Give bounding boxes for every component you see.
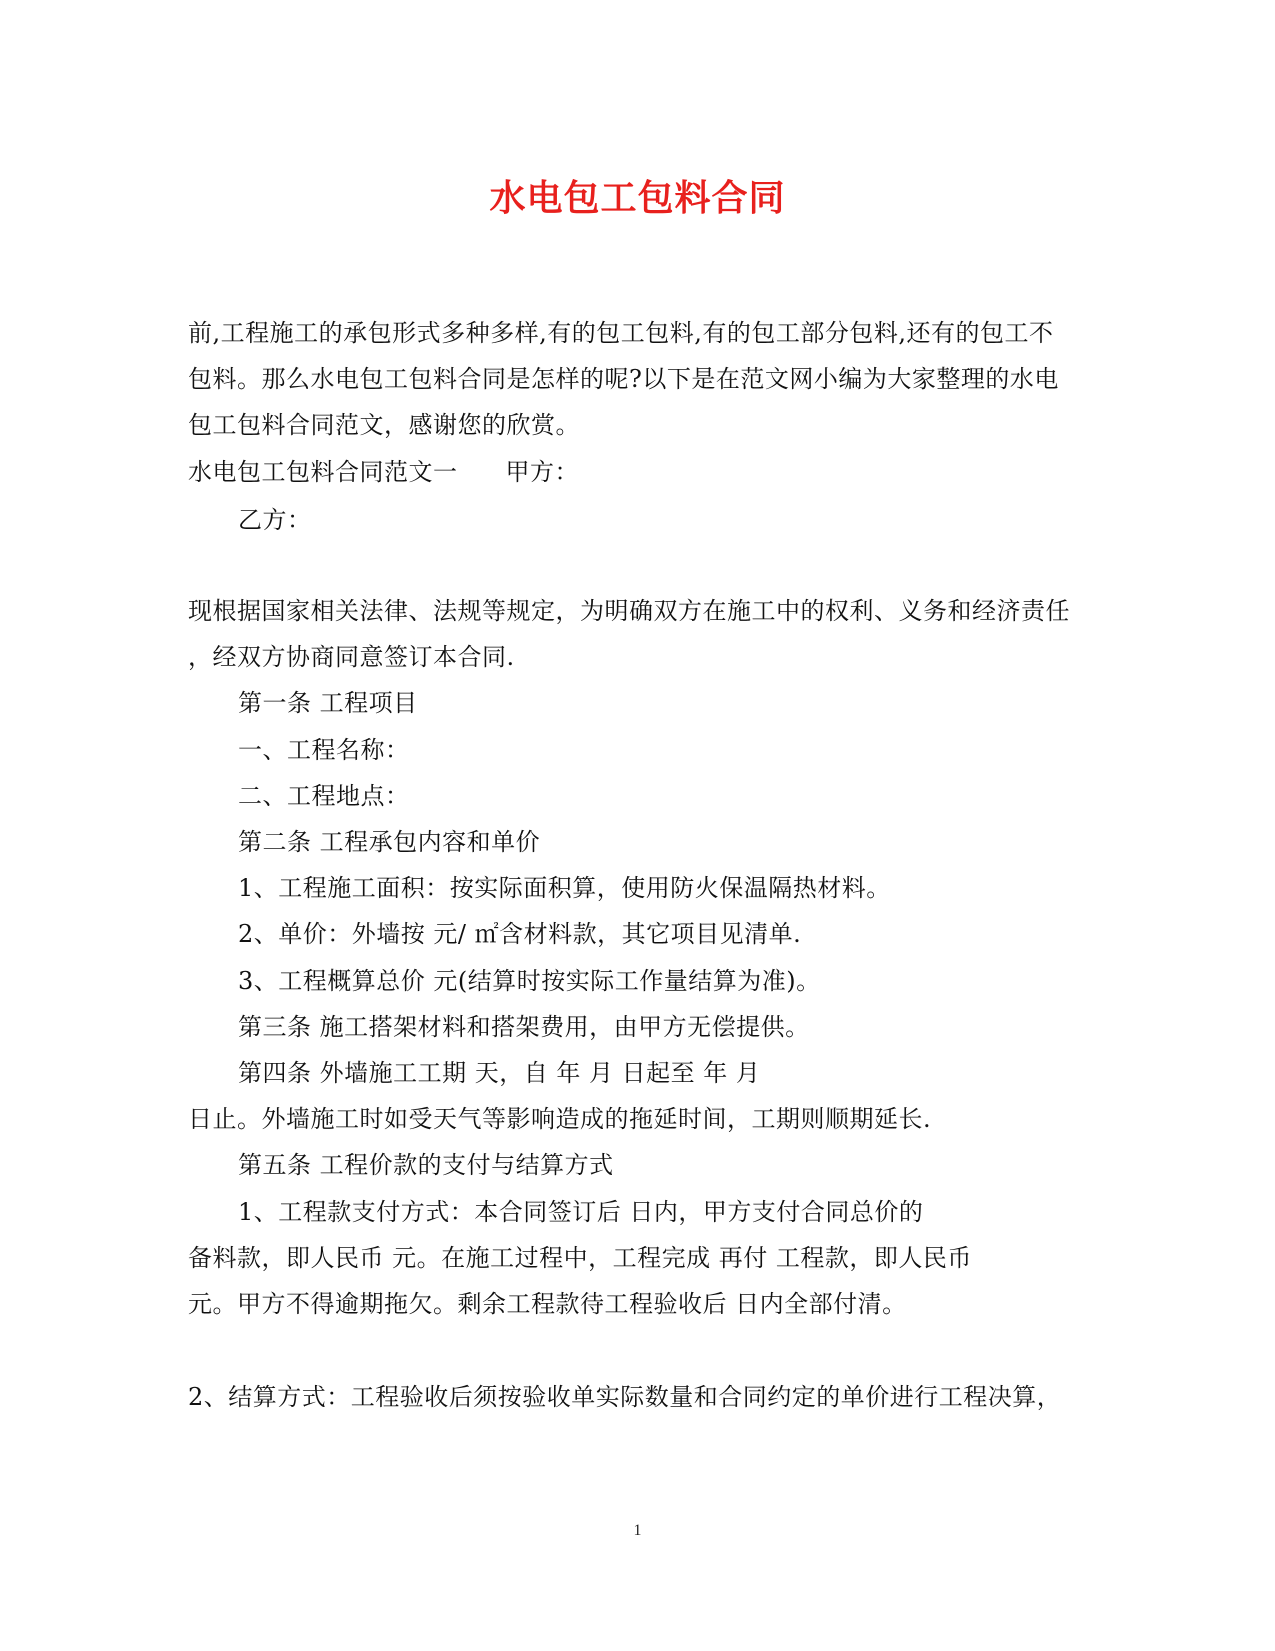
article-5-heading: 第五条 工程价款的支付与结算方式 — [238, 1151, 614, 1179]
intro-line-2: 包料。那么水电包工包料合同是怎样的呢?以下是在范文网小编为大家整理的水电 — [188, 365, 1059, 393]
article-3-heading: 第三条 施工搭架材料和搭架费用，由甲方无偿提供。 — [238, 1013, 810, 1041]
party-b-label: 乙方： — [238, 506, 312, 534]
article-1-heading: 第一条 工程项目 — [238, 689, 418, 717]
article-2-item-1: 1、工程施工面积：按实际面积算，使用防火保温隔热材料。 — [238, 874, 891, 902]
article-4-line-2: 日止。外墙施工时如受天气等影响造成的拖延时间，工期则顺期延长. — [188, 1105, 932, 1133]
article-5-item-1-line-1: 1、工程款支付方式：本合同签订后 日内，甲方支付合同总价的 — [238, 1198, 924, 1226]
article-1-item-1: 一、工程名称： — [238, 736, 410, 764]
article-1-item-2: 二、工程地点： — [238, 782, 410, 810]
party-a-label: 甲方： — [505, 458, 579, 486]
article-2-item-2: 2、单价：外墙按 元/ ㎡含材料款，其它项目见清单. — [238, 920, 802, 948]
document-title: 水电包工包料合同 — [489, 177, 786, 219]
preamble-line-2: ，经双方协商同意签订本合同. — [188, 643, 515, 671]
sample-heading: 水电包工包料合同范文一 — [188, 458, 458, 486]
intro-line-1: 前,工程施工的承包形式多种多样,有的包工包料,有的包工部分包料,还有的包工不 — [188, 319, 1054, 347]
article-5-item-1-line-2: 备料款，即人民币 元。在施工过程中，工程完成 再付 工程款，即人民币 — [188, 1244, 972, 1272]
article-2-heading: 第二条 工程承包内容和单价 — [238, 828, 541, 856]
article-4-line-1: 第四条 外墙施工工期 天，自 年 月 日起至 年 月 — [238, 1059, 761, 1087]
article-5-item-1-line-3: 元。甲方不得逾期拖欠。剩余工程款待工程验收后 日内全部付清。 — [188, 1290, 907, 1318]
article-2-item-3: 3、工程概算总价 元(结算时按实际工作量结算为准)。 — [238, 967, 821, 995]
sample-heading-row — [188, 457, 579, 487]
preamble-line-1: 现根据国家相关法律、法规等规定，为明确双方在施工中的权利、义务和经济责任 — [188, 597, 1070, 625]
page-number: 1 — [633, 1522, 642, 1539]
article-5-item-2-line-1: 2、结算方式：工程验收后须按验收单实际数量和合同约定的单价进行工程决算， — [188, 1383, 1062, 1411]
intro-line-3: 包工包料合同范文，感谢您的欣赏。 — [188, 411, 580, 439]
